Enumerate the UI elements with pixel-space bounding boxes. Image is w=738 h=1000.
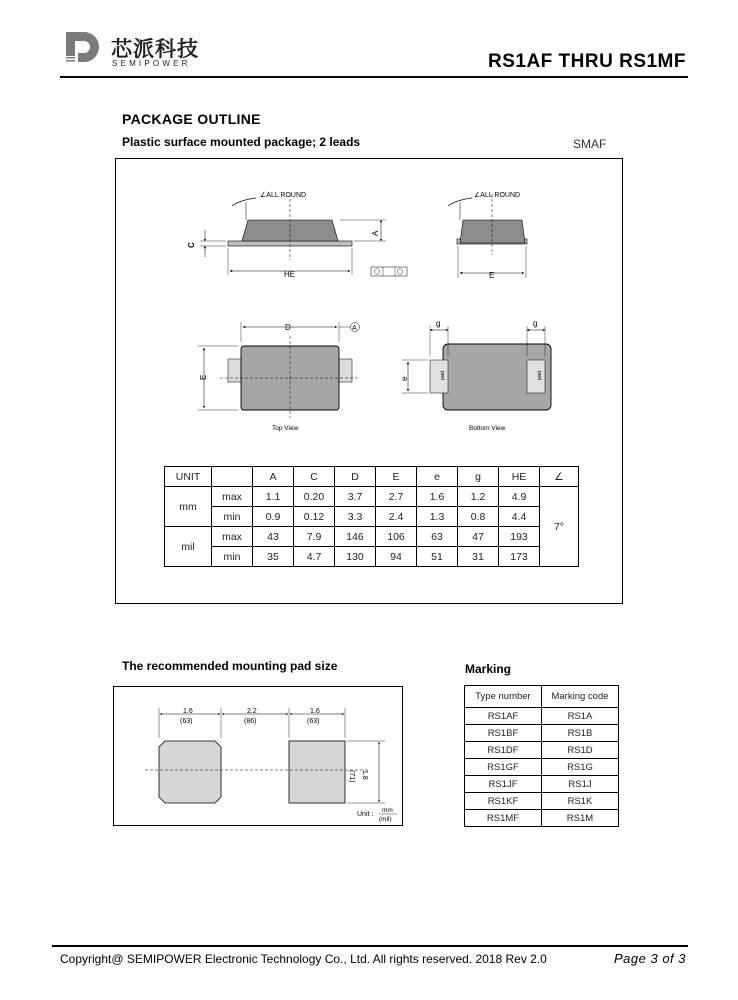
pad-dim1-mm: 1.6 xyxy=(183,708,193,715)
marking-code-cell: RS1D xyxy=(542,742,619,759)
package-outline-drawing xyxy=(160,180,580,460)
pad-height-mm: 1.8 xyxy=(361,770,368,780)
value-cell: 3.7 xyxy=(335,487,376,507)
table-row xyxy=(465,708,619,725)
unit-cell: mm xyxy=(165,487,212,527)
marking-code-cell: RS1B xyxy=(542,725,619,742)
all-round-label-left: ∠ALL ROUND xyxy=(260,192,307,199)
pad-dim2-mil: (86) xyxy=(244,718,257,725)
value-cell: 173 xyxy=(499,547,540,567)
value-cell: 1.2 xyxy=(458,487,499,507)
marking-code-cell: RS1G xyxy=(542,759,619,776)
pad-height-mil: (71) xyxy=(348,770,355,783)
unit-cell: mil xyxy=(165,527,212,567)
pad-label-left: pad xyxy=(440,370,446,380)
unit-header: UNIT xyxy=(165,467,212,487)
all-round-label-right: ∠ALL ROUND xyxy=(474,192,521,199)
bottom-view-caption: Bottom View xyxy=(469,425,506,432)
pad-dim1-mil: (63) xyxy=(180,718,193,725)
marking-code-cell: RS1M xyxy=(542,810,619,827)
col-header: E xyxy=(376,467,417,487)
value-cell: 0.9 xyxy=(253,507,294,527)
value-cell: 4.7 xyxy=(294,547,335,567)
value-cell: 2.7 xyxy=(376,487,417,507)
value-cell: 0.20 xyxy=(294,487,335,507)
dim-label-e-side: E xyxy=(489,271,495,280)
value-cell: 63 xyxy=(417,527,458,547)
type-number-cell: RS1MF xyxy=(465,810,542,827)
col-header: ∠ xyxy=(540,467,579,487)
marking-code-cell: RS1A xyxy=(542,708,619,725)
package-subtitle: Plastic surface mounted package; 2 leads xyxy=(122,135,361,149)
type-number-header: Type number xyxy=(465,686,542,708)
dim-label-g-left: g xyxy=(436,319,441,328)
col-header: D xyxy=(335,467,376,487)
value-cell: 47 xyxy=(458,527,499,547)
type-number-cell: RS1KF xyxy=(465,793,542,810)
type-number-cell: RS1GF xyxy=(465,759,542,776)
section-title: PACKAGE OUTLINE xyxy=(122,111,261,127)
dim-label-e-top: E xyxy=(199,374,208,380)
value-cell: 4.4 xyxy=(499,507,540,527)
dim-label-he: HE xyxy=(284,270,296,279)
value-cell: 4.9 xyxy=(499,487,540,507)
document-title: RS1AF THRU RS1MF xyxy=(487,51,686,72)
pad-dim3-mm: 1.6 xyxy=(310,708,320,715)
limit-cell: max xyxy=(212,487,253,507)
table-row xyxy=(165,507,579,527)
page-number: Page 3 of 3 xyxy=(614,951,686,966)
value-cell: 1.3 xyxy=(417,507,458,527)
value-cell: 35 xyxy=(253,547,294,567)
header-rule xyxy=(60,76,688,78)
bottom-view xyxy=(400,319,551,432)
marking-title: Marking xyxy=(465,662,512,676)
footer-rule xyxy=(52,945,688,947)
table-row xyxy=(465,776,619,793)
type-number-cell: RS1DF xyxy=(465,742,542,759)
limit-cell: max xyxy=(212,527,253,547)
table-row xyxy=(465,725,619,742)
value-cell: 43 xyxy=(253,527,294,547)
brand-chinese-name: 芯派科技 xyxy=(111,37,199,61)
value-cell: 193 xyxy=(499,527,540,547)
side-view-length xyxy=(187,191,407,279)
table-row xyxy=(465,742,619,759)
table-row xyxy=(465,759,619,776)
top-view xyxy=(198,322,360,432)
semipower-logo xyxy=(62,26,104,68)
pad-dim3-mil: (63) xyxy=(307,718,320,725)
pad-unit-mm: mm xyxy=(382,807,393,814)
table-header-row xyxy=(465,686,619,708)
pad-unit-label: Unit : xyxy=(357,811,374,818)
value-cell: 0.8 xyxy=(458,507,499,527)
pad-unit-mil: (mil) xyxy=(379,816,392,823)
value-cell: 146 xyxy=(335,527,376,547)
table-row xyxy=(165,527,579,547)
table-row xyxy=(465,793,619,810)
table-row xyxy=(465,810,619,827)
dim-label-e-small: e xyxy=(400,376,409,381)
value-cell: 31 xyxy=(458,547,499,567)
value-cell: 51 xyxy=(417,547,458,567)
table-row xyxy=(165,487,579,507)
value-cell: 1.6 xyxy=(417,487,458,507)
value-cell: 2.4 xyxy=(376,507,417,527)
limit-cell: min xyxy=(212,547,253,567)
value-cell: 7.9 xyxy=(294,527,335,547)
pad-label-right: pad xyxy=(537,370,543,380)
marking-code-cell: RS1J xyxy=(542,776,619,793)
datum-label-a: A xyxy=(352,325,357,332)
dim-label-c: C xyxy=(187,242,196,248)
col-header: C xyxy=(294,467,335,487)
brand-english-name: SEMIPOWER xyxy=(112,59,191,68)
pad-dim2-mm: 2.2 xyxy=(247,708,257,715)
value-cell: 1.1 xyxy=(253,487,294,507)
angle-cell: 7° xyxy=(540,487,579,567)
col-header: g xyxy=(458,467,499,487)
value-cell: 0.12 xyxy=(294,507,335,527)
limit-header xyxy=(212,467,253,487)
side-view-width xyxy=(448,191,527,280)
type-number-cell: RS1BF xyxy=(465,725,542,742)
value-cell: 106 xyxy=(376,527,417,547)
value-cell: 130 xyxy=(335,547,376,567)
dim-label-a: A xyxy=(371,230,380,236)
marking-table xyxy=(464,685,619,827)
value-cell: 3.3 xyxy=(335,507,376,527)
mounting-pad-title: The recommended mounting pad size xyxy=(122,659,338,673)
table-header-row xyxy=(165,467,579,487)
marking-code-header: Marking code xyxy=(542,686,619,708)
table-row xyxy=(165,547,579,567)
top-view-caption: Top View xyxy=(272,425,299,432)
limit-cell: min xyxy=(212,507,253,527)
col-header: e xyxy=(417,467,458,487)
col-header: HE xyxy=(499,467,540,487)
mounting-pad-drawing xyxy=(113,686,403,826)
dim-label-d: D xyxy=(285,323,291,332)
dim-label-g-right: g xyxy=(533,319,538,328)
value-cell: 94 xyxy=(376,547,417,567)
type-number-cell: RS1JF xyxy=(465,776,542,793)
package-name: SMAF xyxy=(573,137,607,151)
type-number-cell: RS1AF xyxy=(465,708,542,725)
dimensions-table xyxy=(164,466,579,567)
copyright-text: Copyright@ SEMIPOWER Electronic Technology Co., Ltd. All rights reserved. 2018 Rev 2.0 xyxy=(60,952,547,966)
col-header: A xyxy=(253,467,294,487)
marking-code-cell: RS1K xyxy=(542,793,619,810)
